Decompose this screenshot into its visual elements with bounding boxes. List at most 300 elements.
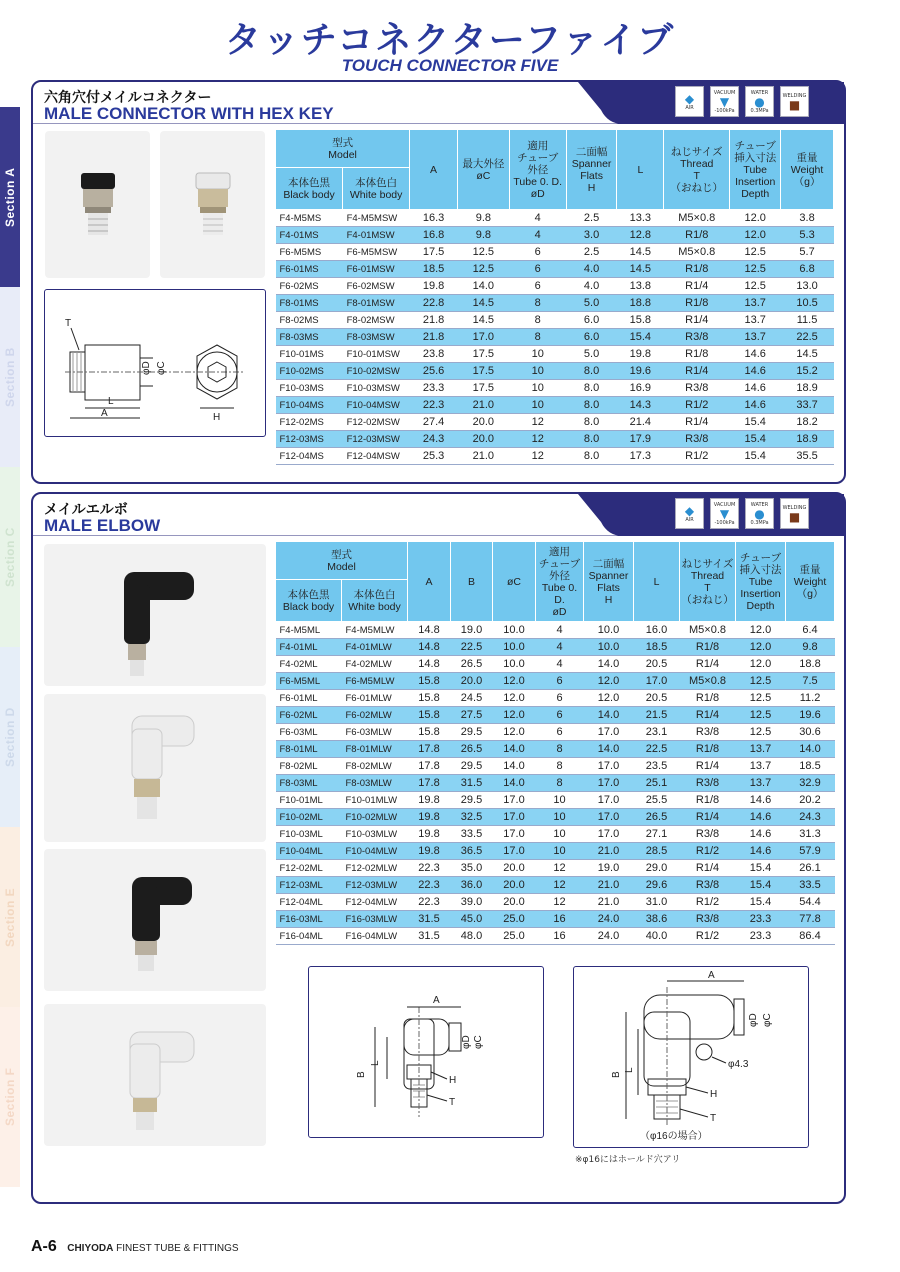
spec-cell: 57.9 xyxy=(786,843,835,860)
spec-cell: 36.0 xyxy=(451,877,493,894)
spec-cell: 15.8 xyxy=(408,673,451,690)
spec-cell: 32.9 xyxy=(786,775,835,792)
spec-cell: 18.8 xyxy=(786,656,835,673)
spec-cell: 36.5 xyxy=(451,843,493,860)
header-a: A xyxy=(408,542,451,622)
spec-cell: 22.8 xyxy=(410,295,458,312)
spec-cell: 16.0 xyxy=(634,622,680,639)
spec-cell: 6 xyxy=(536,724,584,741)
spec-cell: 14.6 xyxy=(736,792,786,809)
table-row xyxy=(276,278,834,295)
spec-cell: 35.0 xyxy=(451,860,493,877)
model-code-cell: F6-M5MS xyxy=(276,244,343,261)
spec-cell: R1/4 xyxy=(664,414,730,431)
model-code-cell: F6-02MLW xyxy=(342,707,408,724)
spec-cell: 16 xyxy=(536,928,584,945)
white-body-photo xyxy=(160,131,265,278)
spec-cell: 17.0 xyxy=(493,826,536,843)
spec-cell: R1/4 xyxy=(664,363,730,380)
spec-cell: 17.5 xyxy=(457,363,509,380)
spec-cell: R1/4 xyxy=(664,278,730,295)
model-code-cell: F6-01MSW xyxy=(343,261,410,278)
spec-cell: 10 xyxy=(536,843,584,860)
model-code-cell: F16-04MLW xyxy=(342,928,408,945)
label-b: B xyxy=(611,1071,622,1078)
spec-cell: R1/2 xyxy=(664,397,730,414)
section-tab-a[interactable]: Section A xyxy=(0,107,20,287)
spec-cell: 30.6 xyxy=(786,724,835,741)
model-code-cell: F10-04ML xyxy=(276,843,342,860)
spec-cell: 15.8 xyxy=(408,707,451,724)
spec-cell: 25.0 xyxy=(493,911,536,928)
spec-cell: 14.8 xyxy=(408,639,451,656)
spec-cell: 31.5 xyxy=(451,775,493,792)
water-icon: WATER ● 0.3MPa xyxy=(745,86,774,117)
model-code-cell: F12-03ML xyxy=(276,877,342,894)
spec-cell: 18.9 xyxy=(781,431,834,448)
spec-cell: 12.0 xyxy=(584,690,634,707)
spec-cell: 12.0 xyxy=(493,690,536,707)
spec-cell: M5×0.8 xyxy=(664,244,730,261)
spec-cell: 14.6 xyxy=(736,843,786,860)
spec-cell: 8.0 xyxy=(566,397,617,414)
spec-cell: R1/2 xyxy=(664,448,730,465)
spec-cell: M5×0.8 xyxy=(680,622,736,639)
spec-cell: M5×0.8 xyxy=(664,210,730,227)
spec-cell: 8.0 xyxy=(566,431,617,448)
spec-cell: 20.0 xyxy=(457,431,509,448)
label-t: T xyxy=(710,1113,717,1124)
spec-cell: 14.6 xyxy=(730,346,781,363)
spec-cell: 12 xyxy=(509,414,566,431)
dimension-drawing xyxy=(45,290,267,438)
spec-cell: 24.0 xyxy=(584,928,634,945)
spec-cell: R3/8 xyxy=(680,775,736,792)
spec-cell: 14.6 xyxy=(730,380,781,397)
spec-cell: 12.0 xyxy=(730,227,781,244)
male-connector-spec-table xyxy=(275,129,834,465)
spec-cell: 23.3 xyxy=(410,380,458,397)
elbow-dimension-drawing-16 xyxy=(574,967,810,1149)
spec-cell: 17.5 xyxy=(457,380,509,397)
section-tab-c[interactable]: Section C xyxy=(0,467,20,647)
spec-cell: 3.8 xyxy=(781,210,834,227)
spec-cell: 14.0 xyxy=(493,741,536,758)
spec-cell: 25.6 xyxy=(410,363,458,380)
model-code-cell: F4-01ML xyxy=(276,639,342,656)
spec-cell: 19.8 xyxy=(408,826,451,843)
spec-cell: 12.0 xyxy=(736,656,786,673)
black-elbow-image xyxy=(44,849,266,991)
spec-cell: 48.0 xyxy=(451,928,493,945)
header-black-body: 本体色黒 Black body xyxy=(276,580,342,622)
table-row xyxy=(276,724,835,741)
table-body xyxy=(276,210,834,465)
spec-cell: 14.0 xyxy=(786,741,835,758)
spec-cell: 17.0 xyxy=(584,775,634,792)
table-row xyxy=(276,448,834,465)
spec-cell: 13.7 xyxy=(736,775,786,792)
model-code-cell: F16-03ML xyxy=(276,911,342,928)
spec-cell: 12.5 xyxy=(736,724,786,741)
model-code-cell: F6-M5MLW xyxy=(342,673,408,690)
spec-cell: 6 xyxy=(536,673,584,690)
usage-icons xyxy=(675,86,809,117)
page-subtitle: TOUCH CONNECTOR FIVE xyxy=(341,56,559,75)
model-code-cell: F10-01MSW xyxy=(343,346,410,363)
brand xyxy=(67,1243,238,1254)
male-elbow-panel xyxy=(31,492,846,1204)
spec-cell: 10.0 xyxy=(584,639,634,656)
spec-cell: R3/8 xyxy=(680,724,736,741)
spec-cell: 16 xyxy=(536,911,584,928)
spec-cell: 8 xyxy=(509,295,566,312)
spec-cell: 18.9 xyxy=(781,380,834,397)
label-a: A xyxy=(433,995,440,1006)
label-hole: φ4.3 xyxy=(728,1059,749,1070)
spec-cell: 19.8 xyxy=(410,278,458,295)
male-elbow-spec-table xyxy=(275,541,835,945)
spec-cell: 17.0 xyxy=(584,792,634,809)
table-row xyxy=(276,690,835,707)
model-code-cell: F8-01MLW xyxy=(342,741,408,758)
table-row xyxy=(276,397,834,414)
model-code-cell: F16-03MLW xyxy=(342,911,408,928)
spec-cell: 4 xyxy=(509,227,566,244)
spec-cell: 29.5 xyxy=(451,792,493,809)
model-code-cell: F10-03MS xyxy=(276,380,343,397)
spec-cell: 17.0 xyxy=(493,843,536,860)
model-code-cell: F12-02MLW xyxy=(342,860,408,877)
spec-cell: 19.6 xyxy=(786,707,835,724)
header-d: 適用 チューブ 外径 Tube 0. D. øD xyxy=(536,542,584,622)
spec-cell: 17.3 xyxy=(617,448,664,465)
header-b: B xyxy=(451,542,493,622)
table-row xyxy=(276,622,835,639)
model-code-cell: F8-02MSW xyxy=(343,312,410,329)
model-code-cell: F16-04ML xyxy=(276,928,342,945)
model-code-cell: F4-01MSW xyxy=(343,227,410,244)
label-phi-c: φC xyxy=(762,1013,773,1027)
black-connector-image xyxy=(45,131,150,278)
spec-cell: 13.0 xyxy=(781,278,834,295)
spec-cell: 20.0 xyxy=(493,860,536,877)
label-h: H xyxy=(710,1089,718,1100)
spec-cell: 31.3 xyxy=(786,826,835,843)
spec-cell: 21.0 xyxy=(584,894,634,911)
model-code-cell: F6-03ML xyxy=(276,724,342,741)
spec-cell: 14.5 xyxy=(457,295,509,312)
section-tab-d[interactable]: Section D xyxy=(0,647,20,827)
spec-cell: 17.0 xyxy=(493,809,536,826)
spec-cell: 77.8 xyxy=(786,911,835,928)
table-row xyxy=(276,843,835,860)
model-code-cell: F4-M5MS xyxy=(276,210,343,227)
label-l: L xyxy=(108,396,114,407)
section-title-en: MALE CONNECTOR WITH HEX KEY xyxy=(44,104,334,123)
spec-cell: 29.5 xyxy=(451,758,493,775)
spec-cell: R1/4 xyxy=(680,809,736,826)
spec-cell: 18.8 xyxy=(617,295,664,312)
spec-cell: 14.6 xyxy=(736,809,786,826)
table-row xyxy=(276,346,834,363)
model-code-cell: F10-03ML xyxy=(276,826,342,843)
spec-cell: 15.8 xyxy=(408,724,451,741)
spec-cell: 23.3 xyxy=(736,911,786,928)
spec-cell: 25.5 xyxy=(634,792,680,809)
male-connector-panel xyxy=(31,80,846,484)
header-h: 二面幅 Spanner Flats H xyxy=(566,130,617,210)
table-row xyxy=(276,227,834,244)
spec-cell: 45.0 xyxy=(451,911,493,928)
spec-cell: 10 xyxy=(509,346,566,363)
spec-cell: 12.5 xyxy=(457,244,509,261)
spec-cell: 17.8 xyxy=(408,741,451,758)
model-code-cell: F6-01MS xyxy=(276,261,343,278)
spec-cell: 17.5 xyxy=(410,244,458,261)
spec-cell: 8 xyxy=(509,312,566,329)
spec-cell: 29.6 xyxy=(634,877,680,894)
spec-cell: 39.0 xyxy=(451,894,493,911)
spec-cell: R1/8 xyxy=(680,741,736,758)
male-elbow-drawing-1 xyxy=(308,966,544,1138)
spec-cell: 23.1 xyxy=(634,724,680,741)
spec-cell: 14.3 xyxy=(617,397,664,414)
spec-cell: 20.0 xyxy=(451,673,493,690)
model-code-cell: F10-02ML xyxy=(276,809,342,826)
spec-cell: 14.0 xyxy=(584,741,634,758)
table-row xyxy=(276,312,834,329)
model-code-cell: F10-01ML xyxy=(276,792,342,809)
spec-cell: 15.2 xyxy=(781,363,834,380)
spec-cell: 12.0 xyxy=(730,210,781,227)
spec-cell: 17.0 xyxy=(457,329,509,346)
spec-cell: 26.5 xyxy=(634,809,680,826)
header-black-body: 本体色黒 Black body xyxy=(276,168,343,210)
model-code-cell: F8-02MS xyxy=(276,312,343,329)
spec-cell: 10 xyxy=(536,809,584,826)
spec-cell: R1/4 xyxy=(680,758,736,775)
section-title-en: MALE ELBOW xyxy=(44,516,161,535)
model-code-cell: F10-04MLW xyxy=(342,843,408,860)
spec-cell: 31.5 xyxy=(408,928,451,945)
spec-cell: 24.5 xyxy=(451,690,493,707)
spec-cell: 18.2 xyxy=(781,414,834,431)
spec-cell: 13.8 xyxy=(617,278,664,295)
spec-cell: 6 xyxy=(536,707,584,724)
label-t: T xyxy=(449,1097,456,1108)
spec-cell: 12.5 xyxy=(730,261,781,278)
spec-cell: 4 xyxy=(509,210,566,227)
spec-cell: 13.7 xyxy=(736,741,786,758)
welding-icon: WELDING ■ xyxy=(780,86,809,117)
spec-cell: 31.5 xyxy=(408,911,451,928)
spec-cell: R3/8 xyxy=(664,380,730,397)
spec-cell: 14.0 xyxy=(584,656,634,673)
spec-cell: 12 xyxy=(509,448,566,465)
spec-cell: 22.3 xyxy=(408,877,451,894)
header-white-body: 本体色白 White body xyxy=(342,580,408,622)
spec-cell: 10 xyxy=(509,397,566,414)
spec-cell: 21.0 xyxy=(584,877,634,894)
spec-cell: 10.0 xyxy=(493,639,536,656)
spec-cell: 12.5 xyxy=(736,673,786,690)
section-tab-e[interactable]: Section E xyxy=(0,827,20,1007)
spec-cell: R1/4 xyxy=(680,707,736,724)
spec-cell: 12.5 xyxy=(457,261,509,278)
spec-cell: 12.5 xyxy=(730,278,781,295)
spec-cell: 15.4 xyxy=(730,414,781,431)
spec-cell: 20.0 xyxy=(457,414,509,431)
section-tab-b[interactable]: Section B xyxy=(0,287,20,467)
spec-cell: 9.8 xyxy=(457,227,509,244)
table-row xyxy=(276,826,835,843)
spec-cell: 17.0 xyxy=(584,809,634,826)
spec-cell: 20.0 xyxy=(493,894,536,911)
vacuum-icon: VACUUM ▼ -100kPa xyxy=(710,86,739,117)
spec-cell: 31.0 xyxy=(634,894,680,911)
table-row xyxy=(276,673,835,690)
spec-cell: 11.2 xyxy=(786,690,835,707)
spec-cell: 15.4 xyxy=(736,877,786,894)
spec-cell: 21.8 xyxy=(410,329,458,346)
header-t: ねじサイズ Thread T （おねじ） xyxy=(680,542,736,622)
spec-cell: 6.4 xyxy=(786,622,835,639)
label-h: H xyxy=(213,412,221,423)
spec-cell: R1/8 xyxy=(664,295,730,312)
page-title: タッチコネクターファイブ xyxy=(224,20,676,61)
spec-cell: 9.8 xyxy=(786,639,835,656)
model-code-cell: F12-02ML xyxy=(276,860,342,877)
spec-cell: 6.0 xyxy=(566,329,617,346)
spec-cell: 16.8 xyxy=(410,227,458,244)
spec-cell: R3/8 xyxy=(680,826,736,843)
spec-cell: R3/8 xyxy=(664,329,730,346)
spec-cell: 33.5 xyxy=(451,826,493,843)
label-b: B xyxy=(356,1071,367,1078)
table-row xyxy=(276,928,835,945)
spec-cell: 29.5 xyxy=(451,724,493,741)
spec-cell: 15.8 xyxy=(617,312,664,329)
spec-cell: 19.8 xyxy=(617,346,664,363)
spec-cell: 4 xyxy=(536,656,584,673)
male-elbow-drawing-2 xyxy=(573,966,809,1148)
spec-cell: 14.5 xyxy=(781,346,834,363)
spec-cell: 8.0 xyxy=(566,380,617,397)
spec-cell: 22.5 xyxy=(781,329,834,346)
model-code-cell: F8-02ML xyxy=(276,758,342,775)
spec-cell: 17.8 xyxy=(408,758,451,775)
spec-cell: 19.8 xyxy=(408,792,451,809)
spec-cell: 5.0 xyxy=(566,346,617,363)
header-model: 型式 Model xyxy=(276,130,410,168)
male-connector-drawing xyxy=(44,289,266,437)
spec-cell: 8.0 xyxy=(566,448,617,465)
spec-cell: 24.3 xyxy=(410,431,458,448)
spec-cell: 14.0 xyxy=(584,707,634,724)
spec-cell: 13.7 xyxy=(730,329,781,346)
spec-cell: 24.0 xyxy=(584,911,634,928)
model-code-cell: F4-01MS xyxy=(276,227,343,244)
spec-cell: 17.0 xyxy=(584,758,634,775)
black-elbow-image xyxy=(44,544,266,686)
model-code-cell: F12-03MSW xyxy=(343,431,410,448)
spec-cell: 20.2 xyxy=(786,792,835,809)
model-code-cell: F12-04MLW xyxy=(342,894,408,911)
spec-cell: 40.0 xyxy=(634,928,680,945)
spec-cell: R1/2 xyxy=(680,894,736,911)
brand-tagline: FINEST TUBE & FITTINGS xyxy=(116,1243,239,1254)
air-icon: ◆ AIR xyxy=(675,498,704,529)
spec-cell: 10.0 xyxy=(493,622,536,639)
table-row xyxy=(276,758,835,775)
section-title-jp: 六角穴付メイルコネクター xyxy=(44,90,212,106)
model-code-cell: F10-01MS xyxy=(276,346,343,363)
spec-cell: 28.5 xyxy=(634,843,680,860)
spec-cell: 16.9 xyxy=(617,380,664,397)
spec-cell: 12.0 xyxy=(493,707,536,724)
spec-cell: 38.6 xyxy=(634,911,680,928)
spec-cell: 10 xyxy=(536,792,584,809)
model-code-cell: F12-02MS xyxy=(276,414,343,431)
spec-cell: R3/8 xyxy=(680,911,736,928)
model-code-cell: F8-01MSW xyxy=(343,295,410,312)
spec-cell: 17.9 xyxy=(617,431,664,448)
spec-cell: 10 xyxy=(536,826,584,843)
label-case16: （φ16の場合） xyxy=(640,1131,708,1142)
table-row xyxy=(276,639,835,656)
spec-cell: 6 xyxy=(509,278,566,295)
spec-cell: 17.0 xyxy=(584,724,634,741)
black-elbow-photo-2 xyxy=(44,849,266,991)
model-code-cell: F10-01MLW xyxy=(342,792,408,809)
model-code-cell: F10-04MS xyxy=(276,397,343,414)
spec-cell: 17.8 xyxy=(408,775,451,792)
spec-cell: 8 xyxy=(536,758,584,775)
spec-cell: 35.5 xyxy=(781,448,834,465)
label-phi-c: φC xyxy=(156,361,167,375)
model-code-cell: F10-03MSW xyxy=(343,380,410,397)
model-code-cell: F6-M5ML xyxy=(276,673,342,690)
spec-cell: R3/8 xyxy=(680,877,736,894)
spec-cell: 26.5 xyxy=(451,741,493,758)
model-code-cell: F8-01MS xyxy=(276,295,343,312)
spec-cell: 32.5 xyxy=(451,809,493,826)
model-code-cell: F10-04MSW xyxy=(343,397,410,414)
label-t: T xyxy=(65,318,72,329)
spec-cell: 19.8 xyxy=(408,843,451,860)
spec-cell: 8.0 xyxy=(566,363,617,380)
spec-cell: 25.1 xyxy=(634,775,680,792)
spec-cell: 2.5 xyxy=(566,210,617,227)
label-l: L xyxy=(624,1067,635,1073)
model-code-cell: F8-03MLW xyxy=(342,775,408,792)
black-elbow-photo-1 xyxy=(44,544,266,686)
label-l: L xyxy=(370,1060,381,1066)
spec-cell: 14.8 xyxy=(408,656,451,673)
spec-cell: 18.5 xyxy=(634,639,680,656)
spec-cell: 23.5 xyxy=(634,758,680,775)
spec-cell: 21.0 xyxy=(457,448,509,465)
spec-cell: 15.4 xyxy=(736,860,786,877)
spec-cell: 23.3 xyxy=(736,928,786,945)
spec-cell: 14.0 xyxy=(493,758,536,775)
black-body-photo xyxy=(45,131,150,278)
table-body xyxy=(276,622,835,945)
model-code-cell: F8-03MSW xyxy=(343,329,410,346)
spec-cell: 23.8 xyxy=(410,346,458,363)
section-tab-f[interactable]: Section F xyxy=(0,1007,20,1187)
